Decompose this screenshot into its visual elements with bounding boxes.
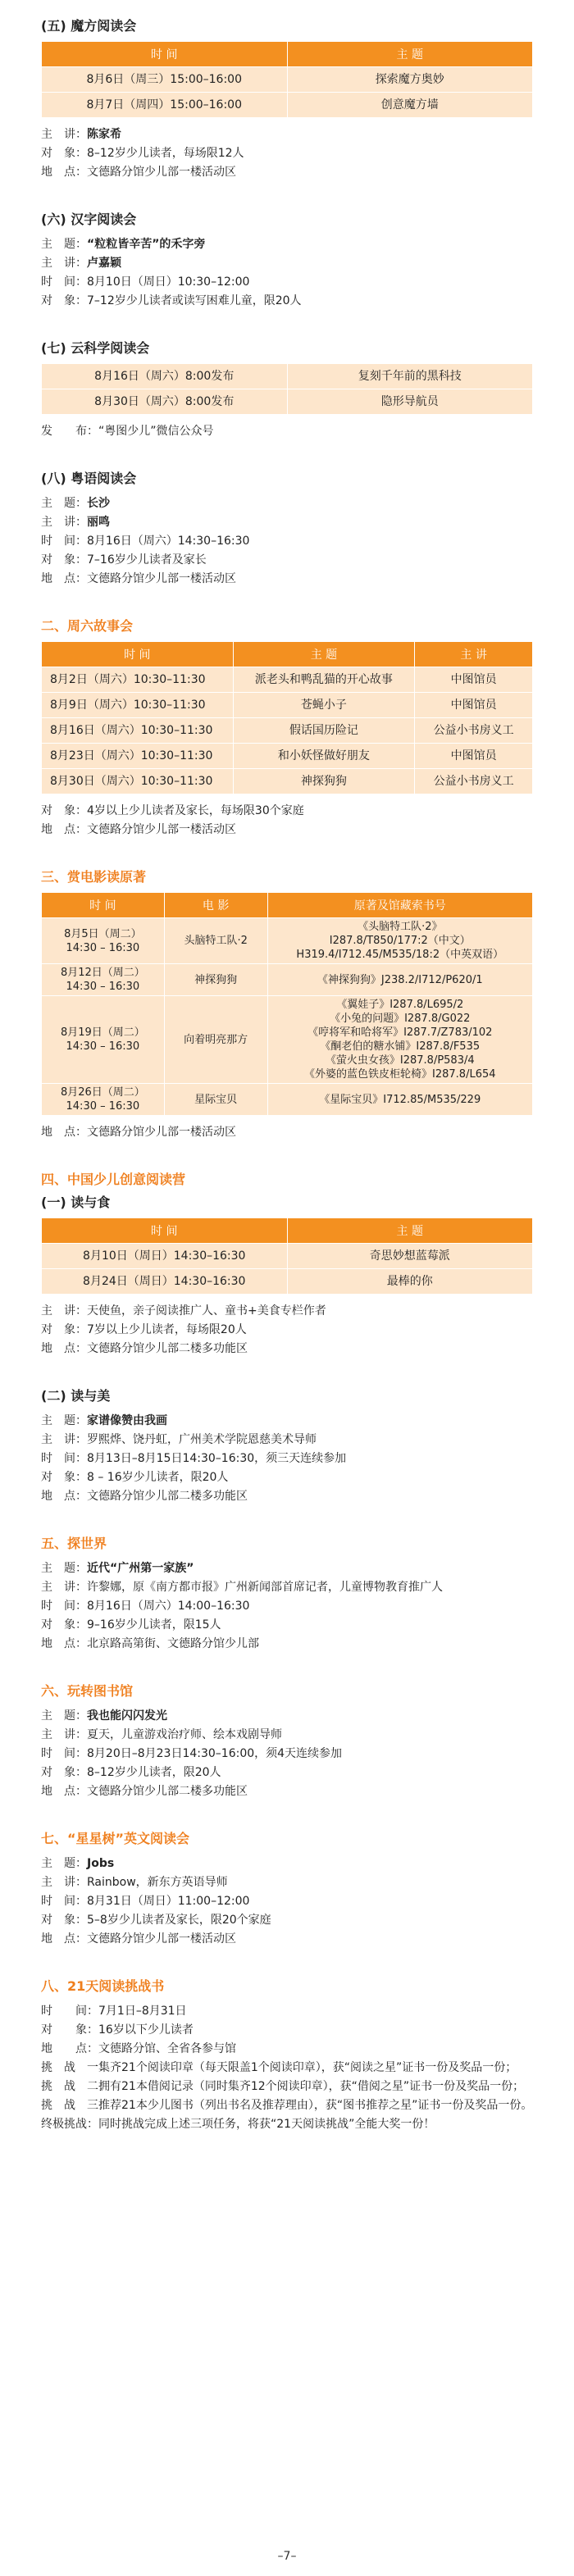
info-row — [41, 163, 533, 182]
info-row — [41, 1911, 533, 1930]
info-row — [41, 1635, 533, 1654]
table-row — [42, 67, 533, 93]
cell-topic: 探索魔方奥妙 — [287, 67, 533, 93]
info-label: 时 间： — [41, 535, 87, 548]
cell-book: 《星际宝贝》I712.85/M535/229 — [267, 1084, 532, 1116]
section-english-reading — [41, 1831, 533, 1949]
header-topic: 主 题 — [287, 1218, 533, 1244]
info-row — [41, 1930, 533, 1949]
cell-time: 8月30日（周六）8:00发布 — [42, 389, 288, 415]
section-saturday-stories — [41, 618, 533, 840]
info-label: 地 点： — [41, 572, 87, 585]
info-label: 对 象： — [41, 2023, 98, 2037]
header-book: 原著及馆藏索书号 — [267, 893, 532, 918]
section-title: 六、玩转图书馆 — [41, 1683, 134, 1699]
section-title: 五、探世界 — [41, 1536, 107, 1551]
info-label: 时 间： — [41, 1895, 87, 1908]
cell-time: 8月30日（周六）10:30–11:30 — [42, 769, 234, 794]
info-value: Rainbow，新东方英语导师 — [87, 1876, 228, 1889]
info-row — [41, 125, 533, 144]
table-row — [42, 93, 533, 118]
cell-book: 《翼娃子》I287.8/L695/2 《小兔的问题》I287.8/G022 《哼将军和哈将军》I287.7/Z783/102 《酮老伯的糖水铺》I287.8/F535 《萤火虫女孩》I287.8/P583/4 《外婆的蓝色铁皮柜轮椅》I287.8/L654 — [267, 996, 532, 1084]
cell-time: 8月9日（周六）10:30–11:30 — [42, 693, 234, 718]
page-number: –7– — [277, 2550, 297, 2563]
section-movie-reading — [41, 869, 533, 1142]
info-list — [41, 125, 533, 182]
info-row — [41, 2002, 533, 2021]
schedule-table — [41, 1217, 533, 1295]
info-row — [41, 1302, 533, 1321]
info-label: 主 题： — [41, 497, 87, 510]
section-title: 四、中国少儿创意阅读营 — [41, 1172, 186, 1187]
subsection-read-food — [41, 1195, 533, 1359]
info-value: 天使鱼，亲子阅读推广人、童书+美食专栏作者 — [87, 1304, 326, 1318]
info-label: 对 象： — [41, 553, 87, 567]
info-row — [41, 2115, 533, 2134]
cell-topic: 派老头和鸭乱猫的开心故事 — [233, 667, 415, 693]
info-value: 8–12岁少儿读者，每场限12人 — [87, 147, 244, 160]
info-value: 丽鸣 — [87, 516, 110, 529]
info-label: 主 讲： — [41, 1876, 87, 1889]
info-value: 文德路分馆少儿部二楼多功能区 — [87, 1785, 248, 1798]
cell-speaker: 公益小书房义工 — [415, 718, 533, 744]
subsection-title: (一) 读与食 — [41, 1195, 111, 1210]
cell-time: 8月24日（周日）14:30–16:30 — [42, 1269, 288, 1295]
info-row — [41, 1873, 533, 1892]
info-label: 对 象： — [41, 1471, 87, 1484]
table-row — [42, 1244, 533, 1269]
cell-time: 8月12日（周二） 14:30 – 16:30 — [42, 964, 165, 996]
section-title: 二、周六故事会 — [41, 618, 134, 634]
info-value: 文德路分馆少儿部一楼活动区 — [87, 572, 236, 585]
info-value: “粒粒皆辛苦”的禾字旁 — [87, 238, 206, 251]
schedule-table — [41, 892, 533, 1116]
info-label: 对 象： — [41, 1914, 87, 1927]
info-row — [41, 802, 533, 821]
table-row — [42, 996, 533, 1084]
info-value: 7–12岁少儿读者或读写困难儿童，限20人 — [87, 294, 302, 307]
cell-movie: 神探狗狗 — [164, 964, 267, 996]
info-row — [41, 2040, 533, 2059]
cell-topic: 创意魔方墙 — [287, 93, 533, 118]
cell-topic: 奇思妙想蓝莓派 — [287, 1244, 533, 1269]
info-value: 8月20日–8月23日14:30–16:00，须4天连续参加 — [87, 1747, 343, 1760]
info-value: 同时挑战完成上述三项任务，将获“21天阅读挑战”全能大奖一份！ — [98, 2118, 435, 2131]
info-value: 文德路分馆少儿部二楼多功能区 — [87, 1342, 248, 1355]
info-value: 8月16日（周六）14:30–16:30 — [87, 535, 250, 548]
cell-topic: 隐形导航员 — [287, 389, 533, 415]
info-list — [41, 1412, 533, 1506]
subsection-read-beauty — [41, 1388, 533, 1506]
info-list — [41, 422, 533, 441]
info-label: 对 象： — [41, 294, 87, 307]
table-row — [42, 744, 533, 769]
info-value: 5–8岁少儿读者及家长，限20个家庭 — [87, 1914, 271, 1927]
cell-topic: 最棒的你 — [287, 1269, 533, 1295]
info-row — [41, 1616, 533, 1635]
info-label: 对 象： — [41, 1766, 87, 1779]
cell-topic: 和小妖怪做好朋友 — [233, 744, 415, 769]
info-label: 主 讲： — [41, 516, 87, 529]
cell-time: 8月16日（周六）10:30–11:30 — [42, 718, 234, 744]
cell-speaker: 中图馆员 — [415, 693, 533, 718]
info-value: 卢嘉颖 — [87, 257, 121, 270]
info-value: 9–16岁少儿读者，限15人 — [87, 1618, 221, 1632]
info-label: 地 点： — [41, 1785, 87, 1798]
info-list — [41, 1302, 533, 1359]
section-play-library — [41, 1683, 533, 1801]
info-label: 主 讲： — [41, 1581, 87, 1594]
info-list — [41, 235, 533, 311]
info-row — [41, 1764, 533, 1782]
info-row — [41, 1559, 533, 1578]
schedule-table — [41, 41, 533, 118]
info-label: 主 题： — [41, 1857, 87, 1870]
info-value: 家谱像赞由我画 — [87, 1414, 167, 1427]
info-value: 北京路高第街、文德路分馆少儿部 — [87, 1637, 259, 1650]
info-value: 7月1日–8月31日 — [98, 2005, 187, 2018]
info-label: 对 象： — [41, 147, 87, 160]
info-label: 时 间： — [41, 2005, 98, 2018]
info-value: 8月13日–8月15日14:30–16:30，须三天连续参加 — [87, 1452, 347, 1465]
info-label: 地 点： — [41, 1637, 87, 1650]
table-row — [42, 693, 533, 718]
table-row — [42, 1084, 533, 1116]
cell-time: 8月26日（周二） 14:30 – 16:30 — [42, 1084, 165, 1116]
header-topic: 主 题 — [233, 642, 415, 667]
info-row — [41, 2078, 533, 2096]
info-value: 8月31日（周日）11:00–12:00 — [87, 1895, 250, 1908]
section-title: 七、“星星树”英文阅读会 — [41, 1831, 190, 1846]
info-list — [41, 1707, 533, 1801]
info-value: 8月10日（周日）10:30–12:00 — [87, 275, 250, 289]
section-title: (七) 云科学阅读会 — [41, 340, 150, 356]
section-cantonese — [41, 471, 533, 589]
cell-topic: 神探狗狗 — [233, 769, 415, 794]
info-value: 许黎娜，原《南方都市报》广州新闻部首席记者，儿童博物教育推广人 — [87, 1581, 443, 1594]
info-value: 陈家希 — [87, 128, 121, 141]
info-label: 主 讲： — [41, 257, 87, 270]
header-time: 时 间 — [42, 642, 234, 667]
table-row — [42, 667, 533, 693]
info-label: 地 点： — [41, 2042, 98, 2055]
info-row — [41, 144, 533, 163]
info-list — [41, 1559, 533, 1654]
info-label: 挑 战 一： — [41, 2061, 110, 2074]
section-21-day-challenge — [41, 1978, 533, 2134]
info-value: 文德路分馆少儿部一楼活动区 — [87, 1932, 236, 1946]
cell-speaker: 公益小书房义工 — [415, 769, 533, 794]
info-row — [41, 422, 533, 441]
info-row — [41, 1597, 533, 1616]
info-row — [41, 1578, 533, 1597]
info-value: 拥有21本借阅记录（同时集齐12个阅读印章），获“借阅之星”证书一份及奖品一份； — [98, 2080, 525, 2093]
info-list — [41, 494, 533, 589]
info-row — [41, 1468, 533, 1487]
table-row — [42, 389, 533, 415]
section-title: (五) 魔方阅读会 — [41, 18, 137, 34]
header-movie: 电 影 — [164, 893, 267, 918]
table-row — [42, 769, 533, 794]
info-value: 文德路分馆少儿部二楼多功能区 — [87, 1490, 248, 1503]
info-value: 文德路分馆少儿部一楼活动区 — [87, 166, 236, 179]
section-title: (六) 汉字阅读会 — [41, 212, 137, 227]
cell-speaker: 中图馆员 — [415, 744, 533, 769]
info-value: 长沙 — [87, 497, 110, 510]
cell-topic: 假话国历险记 — [233, 718, 415, 744]
info-row — [41, 1745, 533, 1764]
info-value: 8月16日（周六）14:00–16:30 — [87, 1600, 250, 1613]
info-row — [41, 1707, 533, 1726]
info-value: “粤图少儿”微信公众号 — [98, 425, 214, 438]
info-label: 主 题： — [41, 1709, 87, 1723]
section-title: (八) 粤语阅读会 — [41, 471, 137, 486]
info-value: 罗熙烨、饶丹虹，广州美术学院恩慈美术导师 — [87, 1433, 317, 1446]
cell-topic: 苍蝇小子 — [233, 693, 415, 718]
info-row — [41, 273, 533, 292]
info-value: 8–12岁少儿读者，限20人 — [87, 1766, 221, 1779]
info-row — [41, 821, 533, 840]
info-row — [41, 2021, 533, 2040]
subsection-title: (二) 读与美 — [41, 1388, 111, 1404]
info-label: 发 布： — [41, 425, 98, 438]
info-row — [41, 1726, 533, 1745]
info-value: 推荐21本少儿图书（列出书名及推荐理由），获“图书推荐之星”证书一份及奖品一份。 — [98, 2099, 533, 2112]
cell-time: 8月19日（周二） 14:30 – 16:30 — [42, 996, 165, 1084]
info-list — [41, 1123, 533, 1142]
info-label: 地 点： — [41, 1342, 87, 1355]
info-list — [41, 802, 533, 840]
info-value: Jobs — [87, 1857, 115, 1870]
info-row — [41, 292, 533, 311]
info-label: 主 题： — [41, 1562, 87, 1575]
info-row — [41, 1487, 533, 1506]
cell-movie: 向着明亮那方 — [164, 996, 267, 1084]
info-label: 时 间： — [41, 1452, 87, 1465]
info-row — [41, 254, 533, 273]
info-row — [41, 1782, 533, 1801]
info-row — [41, 1855, 533, 1873]
info-row — [41, 513, 533, 532]
cell-time: 8月5日（周二） 14:30 – 16:30 — [42, 918, 165, 964]
info-label: 时 间： — [41, 275, 87, 289]
cell-time: 8月10日（周日）14:30–16:30 — [42, 1244, 288, 1269]
info-value: 7岁以上少儿读者，每场限20人 — [87, 1323, 247, 1336]
section-cloud-science — [41, 340, 533, 441]
table-row — [42, 364, 533, 389]
info-label: 主 题： — [41, 1414, 87, 1427]
info-row — [41, 2059, 533, 2078]
info-label: 挑 战 二： — [41, 2080, 110, 2093]
schedule-table — [41, 363, 533, 415]
info-row — [41, 494, 533, 513]
table-row — [42, 918, 533, 964]
info-row — [41, 570, 533, 589]
info-value: 文德路分馆少儿部一楼活动区 — [87, 823, 236, 836]
table-row — [42, 1269, 533, 1295]
info-label: 主 讲： — [41, 1728, 87, 1741]
info-row — [41, 2096, 533, 2115]
info-label: 时 间： — [41, 1747, 87, 1760]
info-row — [41, 551, 533, 570]
info-label: 地 点： — [41, 823, 87, 836]
info-value: 8 – 16岁少儿读者，限20人 — [87, 1471, 229, 1484]
info-label: 主 题： — [41, 238, 87, 251]
section-title: 三、赏电影读原著 — [41, 869, 147, 885]
section-hanzi — [41, 212, 533, 311]
section-creative-camp — [41, 1172, 533, 1506]
info-row — [41, 1450, 533, 1468]
info-row — [41, 1123, 533, 1142]
info-label: 对 象： — [41, 1618, 87, 1632]
header-time: 时 间 — [42, 42, 288, 67]
table-row — [42, 964, 533, 996]
info-label: 主 讲： — [41, 1433, 87, 1446]
info-label: 地 点： — [41, 1932, 87, 1946]
info-value: 文德路分馆少儿部一楼活动区 — [87, 1126, 236, 1139]
info-label: 时 间： — [41, 1600, 87, 1613]
header-time: 时 间 — [42, 893, 165, 918]
cell-book: 《头脑特工队·2》 I287.8/T850/177:2（中文） H319.4/I712.45/M535/18:2（中英双语） — [267, 918, 532, 964]
info-value: 文德路分馆、全省各参与馆 — [98, 2042, 236, 2055]
info-value: 集齐21个阅读印章（每天限盖1个阅读印章），获“阅读之星”证书一份及奖品一份； — [98, 2061, 517, 2074]
cell-time: 8月7日（周四）15:00–16:00 — [42, 93, 288, 118]
cell-book: 《神探狗狗》J238.2/I712/P620/1 — [267, 964, 532, 996]
section-explore-world — [41, 1536, 533, 1654]
info-label: 地 点： — [41, 1126, 87, 1139]
info-value: 7–16岁少儿读者及家长 — [87, 553, 207, 567]
info-row — [41, 1340, 533, 1359]
header-speaker: 主 讲 — [415, 642, 533, 667]
schedule-table — [41, 641, 533, 794]
info-value: 16岁以下少儿读者 — [98, 2023, 194, 2037]
info-label: 地 点： — [41, 1490, 87, 1503]
info-value: 4岁以上少儿读者及家长，每场限30个家庭 — [87, 804, 304, 817]
section-title: 八、21天阅读挑战书 — [41, 1978, 165, 1994]
info-value: 我也能闪闪发光 — [87, 1709, 167, 1723]
cell-time: 8月2日（周六）10:30–11:30 — [42, 667, 234, 693]
info-row — [41, 1321, 533, 1340]
cell-topic: 复刻千年前的黑科技 — [287, 364, 533, 389]
cell-time: 8月6日（周三）15:00–16:00 — [42, 67, 288, 93]
info-label: 对 象： — [41, 1323, 87, 1336]
section-magic-cube — [41, 18, 533, 182]
info-label: 地 点： — [41, 166, 87, 179]
info-row — [41, 1892, 533, 1911]
cell-movie: 星际宝贝 — [164, 1084, 267, 1116]
header-topic: 主 题 — [287, 42, 533, 67]
info-row — [41, 532, 533, 551]
info-value: 夏天，儿童游戏治疗师、绘本戏剧导师 — [87, 1728, 282, 1741]
info-label: 对 象： — [41, 804, 87, 817]
info-label: 终极挑战： — [41, 2118, 98, 2131]
info-label: 主 讲： — [41, 1304, 87, 1318]
info-list — [41, 1855, 533, 1949]
info-value: 近代“广州第一家族” — [87, 1562, 194, 1575]
table-row — [42, 718, 533, 744]
info-list — [41, 2002, 533, 2134]
cell-time: 8月16日（周六）8:00发布 — [42, 364, 288, 389]
cell-movie: 头脑特工队·2 — [164, 918, 267, 964]
info-row — [41, 1431, 533, 1450]
cell-time: 8月23日（周六）10:30–11:30 — [42, 744, 234, 769]
info-row — [41, 235, 533, 254]
info-label: 挑 战 三： — [41, 2099, 110, 2112]
header-time: 时 间 — [42, 1218, 288, 1244]
info-row — [41, 1412, 533, 1431]
info-label: 主 讲： — [41, 128, 87, 141]
cell-speaker: 中图馆员 — [415, 667, 533, 693]
